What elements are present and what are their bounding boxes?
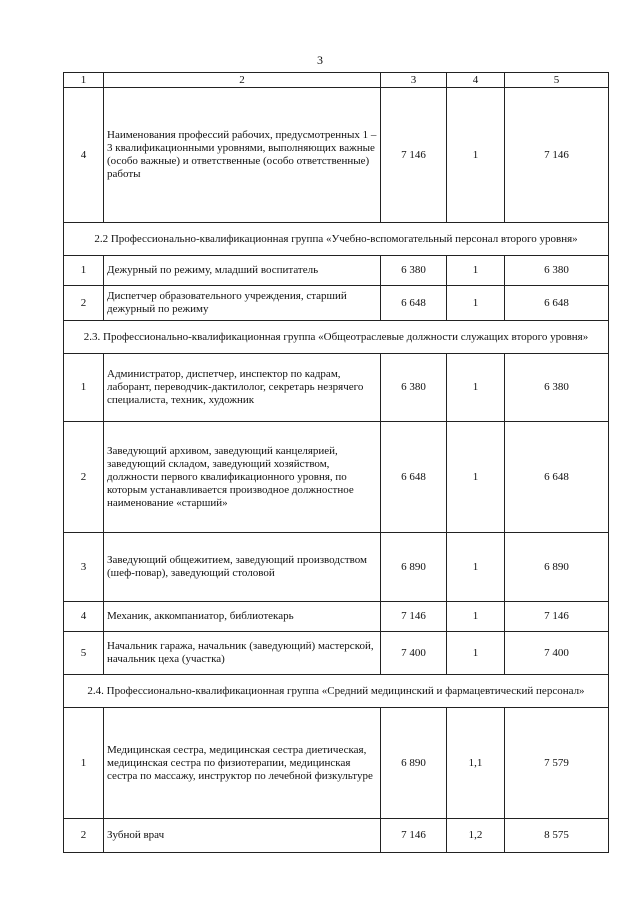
salary-table: [63, 72, 609, 853]
table-row: [64, 819, 609, 853]
coefficient: 1: [447, 88, 505, 223]
base-salary: 6 380: [381, 256, 447, 286]
group-title: 2.2 Профессионально-квалификационная группа «Учебно-вспомогательный персонал второго уровня»: [64, 223, 609, 256]
final-salary: 7 400: [505, 632, 609, 675]
final-salary: 7 579: [505, 708, 609, 819]
position-name: Администратор, диспетчер, инспектор по кадрам, лаборант, переводчик-дактилолог, секретарь незрячего специалиста, техник, художник: [104, 354, 381, 422]
row-number: 1: [64, 708, 104, 819]
row-number: 4: [64, 602, 104, 632]
table-row: [64, 256, 609, 286]
base-salary: 7 400: [381, 632, 447, 675]
position-name: Заведующий архивом, заведующий канцелярией, заведующий складом, заведующий хозяйством, должности первого квалификационного уровня, по которым устанавливается производное должностное наименование «старший»: [104, 422, 381, 533]
coefficient: 1: [447, 354, 505, 422]
coefficient: 1: [447, 422, 505, 533]
header-cell: 1: [64, 73, 104, 88]
position-name: Медицинская сестра, медицинская сестра диетическая, медицинская сестра по физиотерапии, медицинская сестра по массажу, инструктор по лечебной физкультуре: [104, 708, 381, 819]
coefficient: 1: [447, 602, 505, 632]
table-row: [64, 533, 609, 602]
final-salary: 6 648: [505, 422, 609, 533]
table-row: [64, 422, 609, 533]
table-row: [64, 286, 609, 321]
page-number: 3: [317, 53, 323, 67]
position-name: Начальник гаража, начальник (заведующий) мастерской, начальник цеха (участка): [104, 632, 381, 675]
group-header-row: [64, 675, 609, 708]
position-name: Наименования профессий рабочих, предусмотренных 1 – 3 квалификационными уровнями, выполняющих важные (особо важные) и ответственные (особо ответственные) работы: [104, 88, 381, 223]
table-row: [64, 708, 609, 819]
base-salary: 7 146: [381, 88, 447, 223]
base-salary: 6 648: [381, 286, 447, 321]
coefficient: 1: [447, 286, 505, 321]
header-cell: 4: [447, 73, 505, 88]
table-row: [64, 632, 609, 675]
row-number: 2: [64, 286, 104, 321]
row-number: 2: [64, 819, 104, 853]
row-number: 2: [64, 422, 104, 533]
base-salary: 6 380: [381, 354, 447, 422]
coefficient: 1,2: [447, 819, 505, 853]
table-row: [64, 602, 609, 632]
table-row: [64, 88, 609, 223]
final-salary: 6 890: [505, 533, 609, 602]
final-salary: 7 146: [505, 88, 609, 223]
final-salary: 6 648: [505, 286, 609, 321]
position-name: Дежурный по режиму, младший воспитатель: [104, 256, 381, 286]
header-cell: 5: [505, 73, 609, 88]
group-title: 2.3. Профессионально-квалификационная группа «Общеотраслевые должности служащих второго уровня»: [64, 321, 609, 354]
coefficient: 1: [447, 632, 505, 675]
row-number: 3: [64, 533, 104, 602]
header-cell: 3: [381, 73, 447, 88]
group-header-row: [64, 223, 609, 256]
base-salary: 7 146: [381, 602, 447, 632]
salary-table-body: [64, 73, 609, 853]
position-name: Зубной врач: [104, 819, 381, 853]
header-row: [64, 73, 609, 88]
base-salary: 6 648: [381, 422, 447, 533]
group-header-row: [64, 321, 609, 354]
row-number: 1: [64, 256, 104, 286]
row-number: 5: [64, 632, 104, 675]
table-row: [64, 354, 609, 422]
coefficient: 1,1: [447, 708, 505, 819]
row-number: 1: [64, 354, 104, 422]
final-salary: 6 380: [505, 354, 609, 422]
row-number: 4: [64, 88, 104, 223]
position-name: Диспетчер образовательного учреждения, старший дежурный по режиму: [104, 286, 381, 321]
coefficient: 1: [447, 256, 505, 286]
coefficient: 1: [447, 533, 505, 602]
final-salary: 7 146: [505, 602, 609, 632]
final-salary: 8 575: [505, 819, 609, 853]
position-name: Механик, аккомпаниатор, библиотекарь: [104, 602, 381, 632]
base-salary: 6 890: [381, 533, 447, 602]
base-salary: 7 146: [381, 819, 447, 853]
base-salary: 6 890: [381, 708, 447, 819]
header-cell: 2: [104, 73, 381, 88]
group-title: 2.4. Профессионально-квалификационная группа «Средний медицинский и фармацевтический персонал»: [64, 675, 609, 708]
position-name: Заведующий общежитием, заведующий производством (шеф-повар), заведующий столовой: [104, 533, 381, 602]
final-salary: 6 380: [505, 256, 609, 286]
